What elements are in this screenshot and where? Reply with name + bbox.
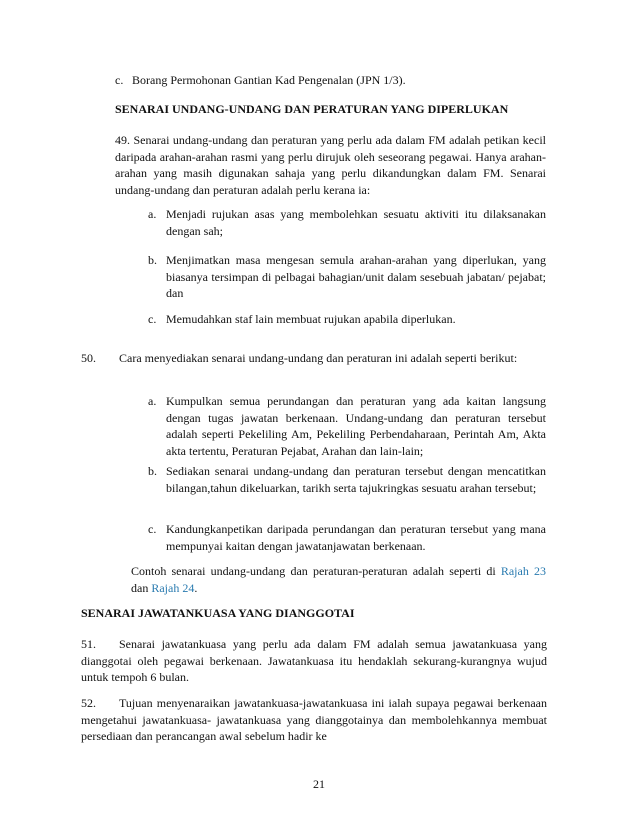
list-label: b. [148, 253, 157, 267]
example-text-middle: dan [131, 580, 149, 595]
list-text: Menjimatkan masa mengesan semula arahan-arahan yang diperlukan, yang biasanya tersimpan di pelbagai bahagian/unit dalam sesebuah jabatan/ pejabat; dan [166, 253, 546, 300]
list-item [148, 521, 546, 554]
list-item [148, 252, 546, 302]
paragraph-text: Cara menyediakan senarai undang-undang dan peraturan ini adalah seperti berikut: [119, 351, 518, 365]
paragraph-number: 52. [81, 696, 96, 710]
list-label: c. [115, 73, 124, 87]
paragraph-text: Tujuan menyenaraikan jawatankuasa-jawatankuasa ini ialah supaya pegawai berkenaan mengetahui jawatankuasa- jawatankuasa yang dianggotainya dan membolehkannya membuat persediaan dan perancangan awal sebelum hadir ke [81, 696, 547, 743]
list-item [148, 393, 546, 459]
list-label: c. [148, 312, 157, 326]
section-heading-committees: SENARAI JAWATANKUASA YANG DIANGGOTAI [81, 606, 355, 620]
example-paragraph [131, 563, 546, 596]
list-label: b. [148, 464, 157, 478]
list-text: Memudahkan staf lain membuat rujukan apabila diperlukan. [166, 312, 456, 326]
top-list-item [115, 72, 535, 89]
list-label: a. [148, 207, 157, 221]
list-text: Kumpulkan semua perundangan dan peraturan yang ada kaitan langsung dengan tugas jawatan berkenaan. Undang-undang dan peraturan tersebut adalah seperti Pekeliling Am, Pekeliling Perbendaharaan, Perintah Am, Akta akta tertentu, Peraturan Pejabat, Arahan dan lain-lain; [166, 394, 546, 458]
paragraph-text: Senarai jawatankuasa yang perlu ada dalam FM adalah semua jawatankuasa yang dianggotai oleh pegawai berkenaan. Jawatankuasa itu hendaklah sekurang-kurangnya wujud untuk tempoh 6 bulan. [81, 637, 547, 684]
list-item [148, 463, 546, 496]
paragraph-number: 50. [81, 351, 96, 365]
rajah-23-link[interactable]: Rajah 23 [500, 564, 546, 578]
section-heading-laws: SENARAI UNDANG-UNDANG DAN PERATURAN YANG DIPERLUKAN [115, 102, 509, 116]
paragraph-52 [81, 695, 547, 745]
example-text-end: . [194, 580, 198, 595]
paragraph-49: 49. Senarai undang-undang dan peraturan yang perlu ada dalam FM adalah petikan kecil daripada arahan-arahan rasmi yang perlu dirujuk oleh seseorang pegawai. Hanya arahan-arahan yang masih digunakan sahaja yang perlu dikandungkan dalam FM. Senarai undang-undang dan peraturan adalah perlu kerana ia: [115, 133, 546, 197]
example-text: Contoh senarai undang-undang dan peraturan-peraturan adalah seperti di [131, 564, 496, 578]
list-label: c. [148, 522, 157, 536]
list-item [148, 311, 546, 328]
page-number: 21 [313, 777, 325, 791]
list-label: a. [148, 394, 157, 408]
rajah-24-link[interactable]: Rajah 24 [151, 580, 195, 595]
paragraph-50 [81, 350, 547, 367]
list-text: Borang Permohonan Gantian Kad Pengenalan (JPN 1/3). [132, 73, 406, 87]
paragraph-number: 51. [81, 637, 96, 651]
list-text: Kandungkanpetikan daripada perundangan dan peraturan tersebut yang mana mempunyai kaitan dengan jawatanjawatan berkenaan. [166, 522, 546, 553]
list-text: Sediakan senarai undang-undang dan peraturan tersebut dengan mencatitkan bilangan,tahun dikeluarkan, tarikh serta tajukringkas sesuatu arahan tersebut; [166, 464, 546, 495]
list-text: Menjadi rujukan asas yang membolehkan sesuatu aktiviti itu dilaksanakan dengan sah; [166, 207, 546, 238]
paragraph-51 [81, 636, 547, 686]
list-item [148, 206, 546, 239]
